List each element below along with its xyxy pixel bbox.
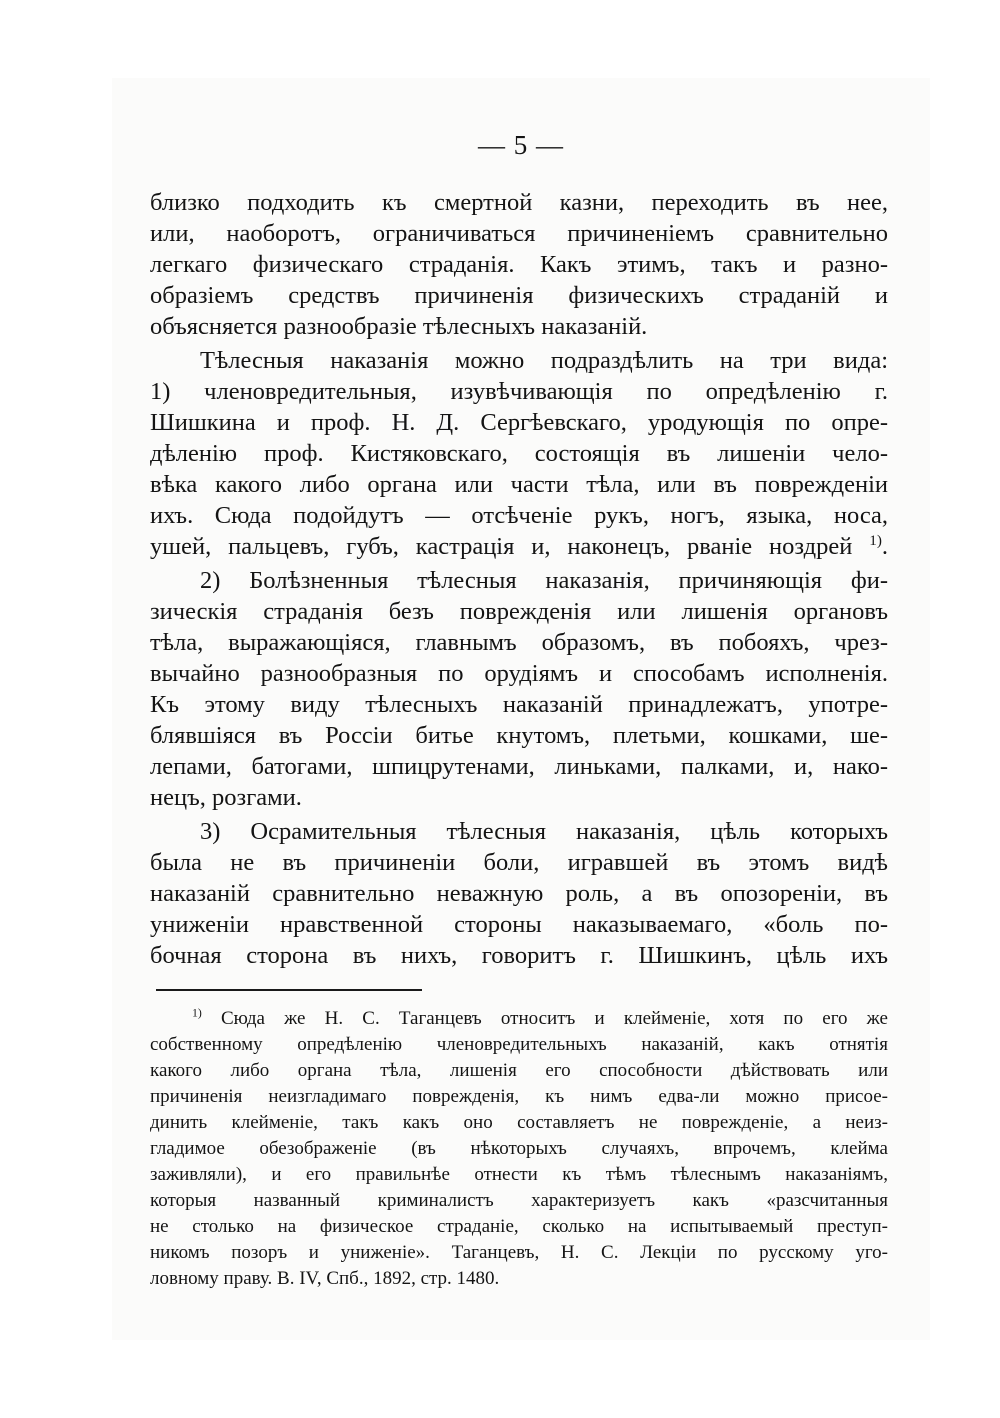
text-line: вычайно разнообразныя по орудіямъ и способамъ исполненія. bbox=[150, 660, 888, 687]
footnote-line: которыя названный криминалистъ характеризуетъ какъ «разсчитанныя bbox=[150, 1190, 888, 1211]
text-line: бочная сторона въ нихъ, говоритъ г. Шишкинъ, цѣль ихъ bbox=[150, 942, 888, 969]
text-line: 1) членовредительныя, изувѣчивающія по опредѣленію г. bbox=[150, 378, 888, 405]
footnote-line: Сюда же Н. С. Таганцевъ относитъ и клейменіе, хотя по его же bbox=[220, 1008, 888, 1029]
page-number: — 5 — bbox=[478, 130, 564, 160]
text-line: ихъ. Сюда подойдутъ — отсѣченіе рукъ, ногъ, языка, носа, bbox=[150, 502, 888, 529]
text-line: дѣленію проф. Кистяковскаго, состоящія въ лишеніи чело- bbox=[150, 440, 888, 467]
text-line: или, наоборотъ, ограничиваться причиненіемъ сравнительно bbox=[150, 220, 888, 247]
footnote-line-first bbox=[192, 1008, 888, 1030]
footnote-line: гладимое обезображеніе (въ нѣкоторыхъ случаяхъ, впрочемъ, клейма bbox=[150, 1138, 888, 1159]
text-line-with-footnote bbox=[150, 533, 888, 561]
text-line: зическія страданія безъ поврежденія или лишенія органовъ bbox=[150, 598, 888, 625]
text-line: лепами, батогами, шпицрутенами, линьками, палками, и, нако- bbox=[150, 753, 888, 780]
footnote-marker-period: . bbox=[881, 533, 888, 560]
text-line: наказаній сравнительно неважную роль, а въ опозореніи, въ bbox=[150, 880, 888, 907]
text-line: униженіи нравственной стороны наказываемаго, «боль по- bbox=[150, 911, 888, 938]
footnote-line: собственному опредѣленію членовредительныхъ наказаній, какъ отнятія bbox=[150, 1034, 888, 1055]
footnote-line: заживляли), и его правильнѣе отнести къ тѣмъ тѣлеснымъ наказаніямъ, bbox=[150, 1164, 888, 1185]
footnote-divider bbox=[156, 989, 422, 991]
text-line: легкаго физическаго страданія. Какъ этимъ, такъ и разно- bbox=[150, 251, 888, 278]
text-line: близко подходить къ смертной казни, переходить въ нее, bbox=[150, 189, 888, 216]
text-line: объясняется разнообразіе тѣлесныхъ наказаній. bbox=[150, 313, 648, 340]
book-page bbox=[112, 78, 930, 1340]
text-line: вѣка какого либо органа или части тѣла, или въ поврежденіи bbox=[150, 471, 888, 498]
text-line: тѣла, выражающіяся, главнымъ образомъ, въ побояхъ, чрез- bbox=[150, 629, 888, 656]
text-line: была не въ причиненіи боли, игравшей въ этомъ видѣ bbox=[150, 849, 888, 876]
footnote-line: динить клейменіе, такъ какъ оно составляетъ не поврежденіе, а неиз- bbox=[150, 1112, 888, 1133]
footnote-line: причиненія неизгладимаго поврежденія, къ нимъ едва-ли можно присое- bbox=[150, 1086, 888, 1107]
footnote-number: 1) bbox=[192, 1006, 202, 1020]
text-line: Тѣлесныя наказанія можно подраздѣлить на три вида: bbox=[200, 347, 888, 374]
text-line: 3) Осрамительныя тѣлесныя наказанія, цѣль которыхъ bbox=[200, 818, 888, 845]
footnote-line: никомъ позоръ и униженіе». Таганцевъ, Н. С. Лекціи по русскому уго- bbox=[150, 1242, 888, 1263]
text-line: образіемъ средствъ причиненія физическихъ страданій и bbox=[150, 282, 888, 309]
text-line: Шишкина и проф. Н. Д. Сергѣевскаго, уродующія по опре- bbox=[150, 409, 888, 436]
text-line: ушей, пальцевъ, губъ, кастрація и, наконецъ, рваніе ноздрей bbox=[150, 533, 853, 560]
footnote-line: ловному праву. В. IV, Спб., 1892, стр. 1480. bbox=[150, 1268, 500, 1289]
footnote-line: какого либо органа тѣла, лишенія его способности дѣйствовать или bbox=[150, 1060, 888, 1081]
footnote-line: не столько на физическое страданіе, сколько на испытываемый преступ- bbox=[150, 1216, 888, 1237]
footnote-marker[interactable]: 1) bbox=[869, 531, 882, 549]
text-line: 2) Болѣзненныя тѣлесныя наказанія, причиняющія фи- bbox=[200, 567, 888, 594]
text-line: блявшіяся въ Россіи битье кнутомъ, плетьми, кошками, ше- bbox=[150, 722, 888, 749]
text-line: нецъ, розгами. bbox=[150, 784, 302, 811]
text-line: Къ этому виду тѣлесныхъ наказаній принадлежатъ, употре- bbox=[150, 691, 888, 718]
